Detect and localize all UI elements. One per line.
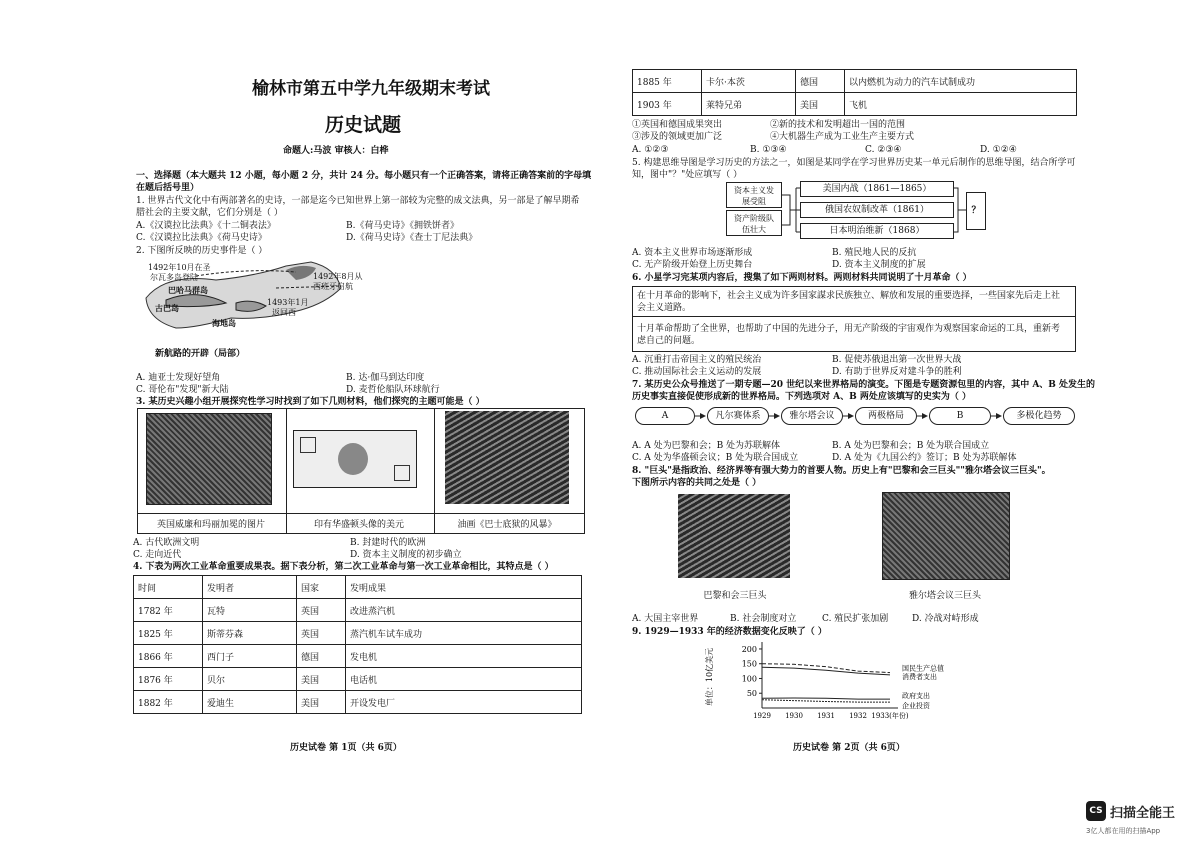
material-1-cont: 会主义道路。: [637, 303, 692, 313]
question-4: 4. 下表为两次工业革命重要成果表。据下表分析，第二次工业革命与第一次工业革命相比，其特点是（ ）: [133, 562, 554, 572]
option-b: B. 殖民地人民的反抗: [832, 248, 917, 258]
series-label: 政府支出: [902, 692, 930, 701]
question-7-cont: 历史事实直接促使形成新的世界格局。下列选项对 A、B 两处应该填写的史实为（ ）: [632, 392, 971, 402]
question-7: 7. 某历史公众号推送了一期专题—20 世纪以来世界格局的演变。下图是专题资源包里的内容，其中 A、B 处发生的: [632, 380, 1096, 390]
table-cell: 卡尔·本茨: [702, 70, 796, 93]
option-b: B.《荷马史诗》《拥铁饼者》: [346, 221, 459, 231]
table-cell: 美国: [796, 93, 845, 116]
option-b: B. 社会制度对立: [730, 614, 797, 624]
photo-caption: 巴黎和会三巨头: [703, 591, 767, 601]
table-cell: 美国: [297, 668, 346, 691]
watermark-tagline: 3亿人都在用的扫描App: [1086, 827, 1161, 835]
option-b: B. ①③④: [750, 145, 787, 155]
table-cell: 英国: [297, 599, 346, 622]
table-header-row: [134, 576, 582, 599]
map-label: 海地岛: [212, 318, 236, 328]
x-tick-label: 1933(年份): [871, 712, 909, 720]
table-cell: 电话机: [346, 668, 582, 691]
flow-node: B: [929, 407, 991, 425]
question-1-cont: 腊社会的主要文献，它们分别是（ ）: [136, 208, 283, 218]
statement-4: ④大机器生产成为工业生产主要方式: [770, 132, 915, 142]
table-header: 发明者: [203, 576, 297, 599]
x-tick-label: 1929: [753, 712, 771, 720]
option-a: A. 迪亚士发现好望角: [136, 373, 221, 383]
statement-3: ③涉及的领域更加广泛: [632, 132, 723, 142]
table-cell: 1885 年: [633, 70, 702, 93]
page-footer: 历史试卷 第 1页（共 6页）: [290, 743, 402, 753]
exam-subject: 历史试题: [325, 114, 402, 136]
table-cell: 蒸汽机车试车成功: [346, 622, 582, 645]
table-cell: 德国: [796, 70, 845, 93]
table-cell: 莱特兄弟: [702, 93, 796, 116]
economy-chart: [700, 638, 1000, 720]
table-cell: 发电机: [346, 645, 582, 668]
table-row: [633, 93, 1077, 116]
table-cell: 1876 年: [134, 668, 203, 691]
option-d: D. 资本主义制度的初步确立: [350, 550, 462, 560]
table-cell: 1825 年: [134, 622, 203, 645]
mindmap-node: 资产阶级队伍壮大: [726, 210, 782, 236]
bastille-painting: [445, 411, 569, 504]
option-a: A. A 处为巴黎和会；B 处为苏联解体: [632, 441, 781, 451]
option-c: C. 哥伦布"发现"新大陆: [136, 385, 229, 395]
flow-node: 雅尔塔会议: [781, 407, 843, 425]
option-a: A. 资本主义世界市场逐渐形成: [632, 248, 753, 258]
coronation-image: [146, 413, 272, 505]
scanner-logo-icon: CS: [1086, 801, 1106, 821]
y-tick-label: 200: [741, 644, 757, 654]
invention-table-cont: [632, 69, 1077, 116]
question-1: 1. 世界古代文化中有两部著名的史诗，一部是迄今已知世界上第一部较为完整的成文法典，另一部是了解早期希: [136, 196, 580, 206]
series-label: 国民生产总值: [902, 664, 944, 673]
question-2: 2. 下图所反映的历史事件是（ ）: [136, 246, 268, 256]
table-cell: 斯蒂芬森: [203, 622, 297, 645]
x-tick-label: 1932: [849, 712, 867, 720]
x-tick-label: 1930: [785, 712, 803, 720]
option-c: C. 走向近代: [133, 550, 182, 560]
series-line: [762, 667, 890, 675]
table-row: [134, 645, 582, 668]
dollar-image: [293, 430, 417, 488]
section-heading: 一、选择题（本大题共 12 小题，每小题 2 分，共计 24 分。每小题只有一个正确答案，请将正确答案前的字母填: [136, 171, 592, 181]
option-d: D. 冷战对峙形成: [912, 614, 979, 624]
option-c: C. 殖民扩张加剧: [822, 614, 889, 624]
y-tick-label: 50: [746, 689, 757, 699]
table-row: [134, 691, 582, 714]
option-c: C. 推动国际社会主义运动的发展: [632, 367, 762, 377]
table-cell: 1903 年: [633, 93, 702, 116]
option-c: C. ②③④: [865, 145, 902, 155]
table-cell: 1866 年: [134, 645, 203, 668]
mindmap-item: 日本明治维新（1868）: [800, 223, 954, 239]
map-label: 西班牙启航: [313, 282, 353, 291]
series-line: [762, 700, 890, 702]
option-d: D. ①②④: [980, 145, 1017, 155]
table-header: 发明成果: [346, 576, 582, 599]
option-a: A. 古代欧洲文明: [133, 538, 200, 548]
image-caption: 油画《巴士底狱的风暴》: [457, 520, 557, 530]
question-8-cont: 下图所示内容的共同之处是（ ）: [632, 478, 762, 488]
map-label: 巴哈马群岛: [168, 285, 208, 295]
mindmap-question: ？: [966, 192, 986, 230]
table-cell: 德国: [297, 645, 346, 668]
table-header: 国家: [297, 576, 346, 599]
option-c: C. A 处为华盛顿会议；B 处为联合国成立: [632, 453, 799, 463]
map-label: 1493年1月: [267, 298, 309, 307]
table-header: 时间: [134, 576, 203, 599]
section-heading-cont: 在题后括号里）: [136, 183, 200, 193]
option-c: C.《汉谟拉比法典》《荷马史诗》: [136, 233, 267, 243]
series-label: 企业投资: [902, 702, 930, 711]
flow-node: 多极化趋势: [1003, 407, 1075, 425]
option-a: A. ①②③: [632, 145, 669, 155]
option-d: D.《荷马史诗》《查士丁尼法典》: [346, 233, 478, 243]
option-b: B. 达·伽马到达印度: [346, 373, 425, 383]
flow-node: A: [635, 407, 695, 425]
table-row: [134, 668, 582, 691]
table-cell: 英国: [297, 622, 346, 645]
table-cell: 1782 年: [134, 599, 203, 622]
option-a: A. 沉重打击帝国主义的殖民统治: [632, 355, 762, 365]
map-caption: 新航路的开辟（局部）: [155, 349, 246, 359]
y-tick-label: 150: [741, 659, 757, 669]
y-tick-label: 100: [741, 674, 757, 684]
paris-big-three-photo: [678, 494, 790, 578]
mindmap-item: 美国内战（1861—1865）: [800, 181, 954, 197]
statement-2: ②新的技术和发明超出一国的范围: [770, 120, 906, 130]
table-cell: 瓦特: [203, 599, 297, 622]
image-caption: 英国威廉和玛丽加冕的图片: [156, 520, 265, 530]
question-6: 6. 小星学习完某项内容后，搜集了如下两则材料。两则材料共同说明了十月革命（ ）: [632, 273, 972, 283]
map-label: 1492年8月从: [313, 272, 363, 281]
statement-1: ①英国和德国成果突出: [632, 120, 723, 130]
series-label: 消费者支出: [902, 672, 937, 681]
option-a: A.《汉谟拉比法典》《十二铜表法》: [136, 221, 276, 231]
table-cell: 改进蒸汽机: [346, 599, 582, 622]
image-caption: 印有华盛顿头像的美元: [313, 520, 404, 530]
table-cell: 飞机: [845, 93, 1077, 116]
table-cell: 贝尔: [203, 668, 297, 691]
table-cell: 1882 年: [134, 691, 203, 714]
table-cell: 以内燃机为动力的汽车试制成功: [845, 70, 1077, 93]
invention-table: [133, 575, 582, 714]
table-cell: 开设发电厂: [346, 691, 582, 714]
question-8: 8. "巨头"是指政治、经济界等有强大势力的首要人物。历史上有"巴黎和会三巨头""雅尔塔会议三巨头"。: [632, 466, 1051, 476]
table-cell: 西门子: [203, 645, 297, 668]
option-d: D. 有助于世界反对建斗争的胜利: [832, 367, 962, 377]
option-b: B. A 处为巴黎和会；B 处为联合国成立: [832, 441, 990, 451]
map-label: 古巴岛: [155, 303, 179, 313]
question-5: 5. 构建思维导图是学习历史的方法之一，如图是某同学在学习世界历史某一单元后制作的思维导图，结合所学可: [632, 158, 1076, 168]
table-cell: 爱迪生: [203, 691, 297, 714]
option-d: D. 麦哲伦船队环球航行: [346, 385, 440, 395]
yalta-big-three-photo: [882, 492, 1010, 580]
mindmap-item: 俄国农奴制改革（1861）: [800, 202, 954, 218]
exam-page-2: [600, 0, 1200, 847]
mindmap-node: 资本主义发展受阻: [726, 182, 782, 208]
photo-caption: 雅尔塔会议三巨头: [908, 591, 981, 601]
table-cell: 美国: [297, 691, 346, 714]
option-d: D. A 处为《九国公约》签订；B 处为苏联解体: [832, 453, 1017, 463]
question-3: 3. 某历史兴趣小组开展探究性学习时找到了如下几则材料，他们探究的主题可能是（ ）: [136, 397, 485, 407]
option-b: B. 封建时代的欧洲: [350, 538, 426, 548]
map-label: 返回西: [272, 308, 296, 317]
flow-node: 凡尔赛体系: [707, 407, 769, 425]
material-1: 在十月革命的影响下，社会主义成为许多国家謀求民族独立、解放和发展的重要选择，一些国家先后走上社: [637, 291, 1061, 301]
flow-node: 两极格局: [855, 407, 917, 425]
watermark-brand: 扫描全能王: [1110, 806, 1176, 821]
question-9: 9. 1929—1933 年的经济数据变化反映了（ ）: [632, 627, 827, 637]
option-b: B. 促使苏俄退出第一次世界大战: [832, 355, 962, 365]
option-c: C. 无产阶级开始登上历史舞台: [632, 260, 753, 270]
table-row: [134, 622, 582, 645]
exam-title: 榆林市第五中学九年级期末考试: [252, 79, 490, 99]
y-axis-label: 单位：10亿美元: [705, 647, 714, 707]
option-a: A. 大国主宰世界: [632, 614, 699, 624]
map-label: 尔瓦多岛登陆: [150, 273, 198, 282]
page-footer: 历史试卷 第 2页（共 6页）: [793, 743, 905, 753]
table-row: [134, 599, 582, 622]
exam-authors: 命题人:马波 审核人：白桦: [283, 146, 389, 156]
table-row: [633, 70, 1077, 93]
x-tick-label: 1931: [817, 712, 835, 720]
option-d: D. 资本主义制度的扩展: [832, 260, 926, 270]
material-2: 十月革命帮助了全世界，也帮助了中国的先进分子，用无产阶级的宇宙观作为观察国家命运的工具，重新考: [637, 324, 1061, 334]
material-2-cont: 虑自己的问题。: [637, 336, 701, 346]
series-line: [762, 698, 890, 699]
question-5-cont: 知，图中"？"处应填写（ ）: [632, 170, 743, 180]
map-label: 1492年10月在圣: [148, 263, 211, 272]
